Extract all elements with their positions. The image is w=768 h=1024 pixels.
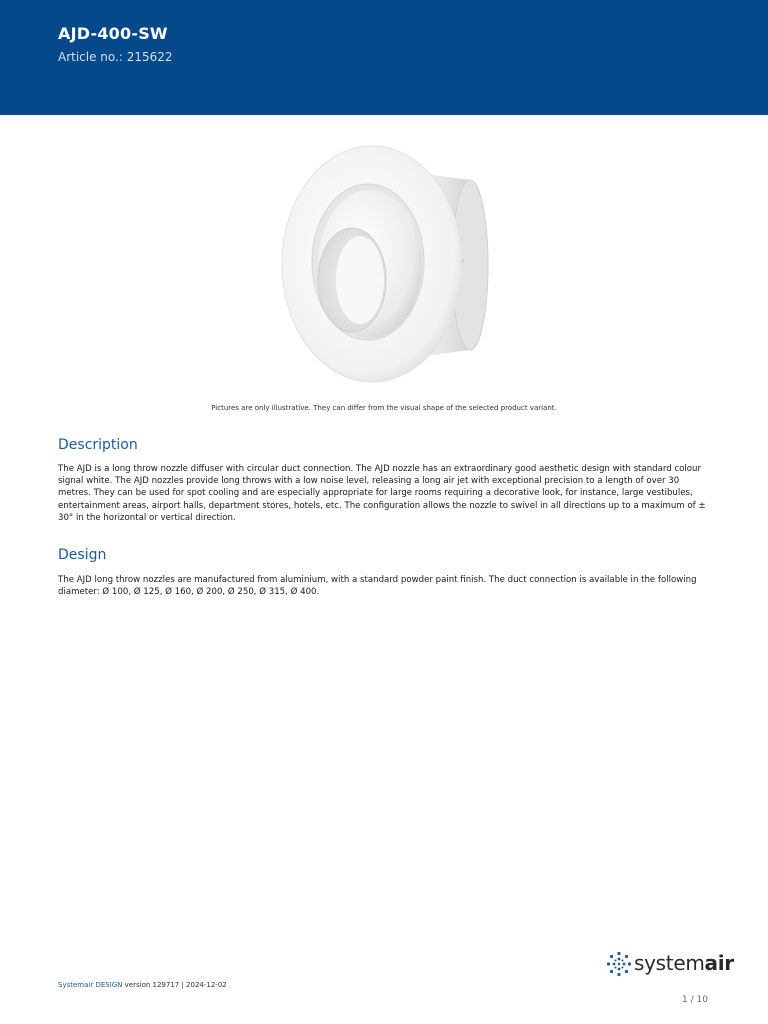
logo-wordmark: systemair [634,951,734,975]
logo-dots-icon [606,951,632,977]
nozzle-diffuser-image [270,138,498,390]
description-heading: Description [58,437,138,453]
footer-version [58,981,227,989]
footer-version-text: version 129717 | 2024-12-02 [122,981,227,989]
page-header [0,0,768,115]
systemair-logo [606,950,734,978]
description-text: The AJD is a long throw nozzle diffuser with circular duct connection. The AJD nozzle has an extraordinary good aesthetic design with standard colour signal white. The AJD nozzles provide long throws with a low noise level, releasing a long air jet with exceptional precision to a length of over 30 metres. They can be used for spot cooling and are especially appropriate for large rooms requiring a decorative look, for instance, large vestibules, entertainment areas, airport halls, department stores, hotels, etc. The configuration allows the nozzle to swivel in all directions up to a maximum of ± 30° in the horizontal or vertical direction. [58,464,706,523]
product-title: AJD-400-SW [58,24,168,43]
design-heading: Design [58,547,107,563]
footer-brand: Systemair DESIGN [58,981,123,989]
page-number: 1 / 10 [682,995,708,1005]
article-number: Article no.: 215622 [58,50,173,64]
design-text: The AJD long throw nozzles are manufactured from aluminium, with a standard powder paint finish. The duct connection is available in the following diameter: Ø 100, Ø 125, Ø 160, Ø 200, Ø 250, Ø 315, Ø 400. [58,575,697,598]
image-caption: Pictures are only illustrative. They can differ from the visual shape of the selected product variant. [211,404,557,412]
